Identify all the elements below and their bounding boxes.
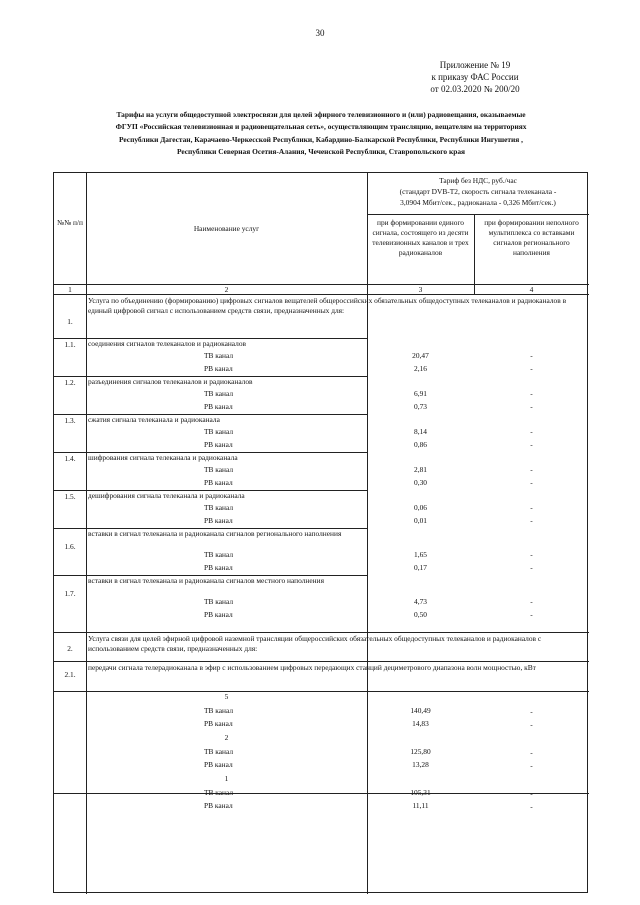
tv-value-6: 1,65 (414, 550, 427, 559)
tv-dash-1: - (530, 351, 533, 360)
power-rv-value-3: 11,11 (412, 801, 429, 810)
group-number-3: 1.3. (64, 416, 76, 425)
group-number-2: 1.2. (64, 378, 76, 387)
section-1-text: Услуга по объединению (формированию) цифровых сигналов вещателей общероссийских обязательных общедоступных телеканалов и радиоканалов в единый цифровой сигнал с использованием средств связи, предназначенных для: (88, 296, 567, 315)
power-tv-dash-2: - (530, 748, 533, 757)
rv-label-5: РВ канал (204, 516, 233, 525)
rv-dash-3: - (530, 440, 533, 449)
section-2-text: Услуга связи для целей эфирной цифровой наземной трансляции общероссийских обязательных общедоступных телеканалов и радиоканалов с использованием средств связи, предназначенных для: (88, 634, 542, 653)
header-tariff-line-1: Тариф без НДС, руб./час (439, 176, 517, 185)
group-name-6: вставки в сигнал телеканала и радиоканала сигналов регионального наполнения (88, 529, 342, 538)
tv-dash-2: - (530, 389, 533, 398)
group-number-6: 1.6. (64, 542, 76, 551)
group-number-1: 1.1. (64, 340, 76, 349)
rv-label-6: РВ канал (204, 563, 233, 572)
header-col-index-3: 3 (418, 285, 423, 294)
rv-value-5: 0,01 (414, 516, 427, 525)
rv-dash-5: - (530, 516, 533, 525)
power-rv-value-1: 14,83 (412, 719, 429, 728)
appendix-line-1: Приложение № 19 (439, 60, 511, 70)
header-column-3: при формировании единого сигнала, состоящего из десяти телевизионных каналов и трех радиоканалов (372, 218, 469, 257)
power-rv-dash-3: - (530, 802, 533, 811)
power-tv-label-1: ТВ канал (204, 706, 234, 715)
rv-label-1: РВ канал (204, 364, 233, 373)
title-line-2: ФГУП «Российская телевизионная и радиовещательная сеть», осуществляющим трансляцию, вещателям на территориях (115, 122, 527, 132)
power-rv-label-3: РВ канал (204, 801, 233, 810)
group-name-1: соединения сигналов телеканалов и радиоканалов (88, 339, 247, 348)
rv-value-6: 0,17 (414, 563, 427, 572)
power-tv-dash-1: - (530, 707, 533, 716)
appendix-reference (400, 59, 550, 95)
tv-label-2: ТВ канал (204, 389, 234, 398)
power-rv-label-2: РВ канал (204, 760, 233, 769)
tv-value-5: 0,06 (414, 503, 427, 512)
tariff-table (53, 172, 588, 893)
tv-label-4: ТВ канал (204, 465, 234, 474)
rv-value-4: 0,30 (414, 478, 427, 487)
power-rv-dash-2: - (530, 761, 533, 770)
tv-dash-6: - (530, 550, 533, 559)
header-tariff-line-3: 3,0904 Мбит/сек., радиоканала - 0,326 Мбит/сек.) (400, 198, 556, 207)
group-name-5: дешифрования сигнала телеканала и радиоканала (88, 491, 245, 500)
tv-value-2: 6,91 (414, 389, 427, 398)
rv-dash-2: - (530, 402, 533, 411)
appendix-line-3: от 02.03.2020 № 200/20 (430, 84, 520, 94)
section-1-number: 1. (67, 317, 73, 326)
power-kw-3: 1 (224, 774, 229, 783)
rv-value-3: 0,86 (414, 440, 427, 449)
page-number: 30 (315, 28, 325, 38)
power-tv-label-2: ТВ канал (204, 747, 234, 756)
document-title (66, 109, 576, 159)
title-line-4: Республики Северная Осетия-Алания, Чеченской Республики, Ставропольского края (176, 147, 466, 157)
header-column-4: при формировании неполного мультиплекса со вставками сигналов регионального наполнения (484, 218, 579, 257)
tv-label-1: ТВ канал (204, 351, 234, 360)
tv-label-3: ТВ канал (204, 427, 234, 436)
rv-value-2: 0,73 (414, 402, 427, 411)
power-tv-value-2: 125,80 (410, 747, 431, 756)
rv-dash-7: - (530, 610, 533, 619)
power-kw-2: 2 (224, 733, 229, 742)
subsection-2-1-number: 2.1. (64, 670, 76, 679)
group-number-5: 1.5. (64, 492, 76, 501)
tv-label-6: ТВ канал (204, 550, 234, 559)
tv-value-3: 8,14 (414, 427, 427, 436)
group-name-7: вставки в сигнал телеканала и радиоканала сигналов местного наполнения (88, 576, 324, 585)
group-number-7: 1.7. (64, 589, 76, 598)
header-number: №№ п/п (57, 218, 83, 227)
power-rv-value-2: 13,28 (412, 760, 429, 769)
header-service-name: Наименование услуг (193, 224, 260, 233)
rv-dash-6: - (530, 563, 533, 572)
power-rv-dash-1: - (530, 720, 533, 729)
rv-label-2: РВ канал (204, 402, 233, 411)
header-tariff-line-2: (стандарт DVB-T2, скорость сигнала телеканала - (399, 187, 557, 196)
power-rv-label-1: РВ канал (204, 719, 233, 728)
section-2-number: 2. (67, 644, 73, 653)
tv-dash-7: - (530, 597, 533, 606)
rv-label-4: РВ канал (204, 478, 233, 487)
title-line-1: Тарифы на услуги общедоступной электросвязи для целей эфирного телевизионного и (или) радиовещания, оказываемые (116, 110, 526, 119)
group-name-2: разъединения сигналов телеканалов и радиоканалов (88, 377, 253, 386)
tv-label-7: ТВ канал (204, 597, 234, 606)
header-col-index-1: 1 (68, 285, 72, 294)
rv-dash-1: - (530, 364, 533, 373)
appendix-line-2: к приказу ФАС России (431, 72, 519, 82)
group-number-4: 1.4. (64, 454, 76, 463)
group-name-3: сжатия сигнала телеканала и радиоканала (88, 415, 220, 424)
rv-label-3: РВ канал (204, 440, 233, 449)
rv-value-1: 2,16 (414, 364, 427, 373)
header-col-index-2: 2 (224, 285, 229, 294)
tv-value-7: 4,73 (414, 597, 427, 606)
tv-dash-3: - (530, 427, 533, 436)
tv-dash-4: - (530, 465, 533, 474)
subsection-2-1-text: передачи сигнала телерадиоканала в эфир с использованием цифровых передающих станций дециметрового диапазона волн мощностью, кВт (88, 663, 536, 672)
group-name-4: шифрования сигнала телеканала и радиоканала (88, 453, 238, 462)
tv-label-5: ТВ канал (204, 503, 234, 512)
power-tv-value-1: 140,49 (410, 706, 431, 715)
header-col-index-4: 4 (529, 285, 534, 294)
tv-dash-5: - (530, 503, 533, 512)
rv-label-7: РВ канал (204, 610, 233, 619)
rv-dash-4: - (530, 478, 533, 487)
power-tv-dash-3 (474, 789, 589, 799)
tv-value-4: 2,81 (414, 465, 427, 474)
rv-value-7: 0,50 (414, 610, 427, 619)
title-line-3: Республики Дагестан, Карачаево-Черкесской Республики, Кабардино-Балкарской Республики, Республики Ингушетия , (119, 134, 523, 144)
power-kw-1: 5 (224, 692, 229, 701)
tv-value-1: 20,47 (412, 351, 429, 360)
